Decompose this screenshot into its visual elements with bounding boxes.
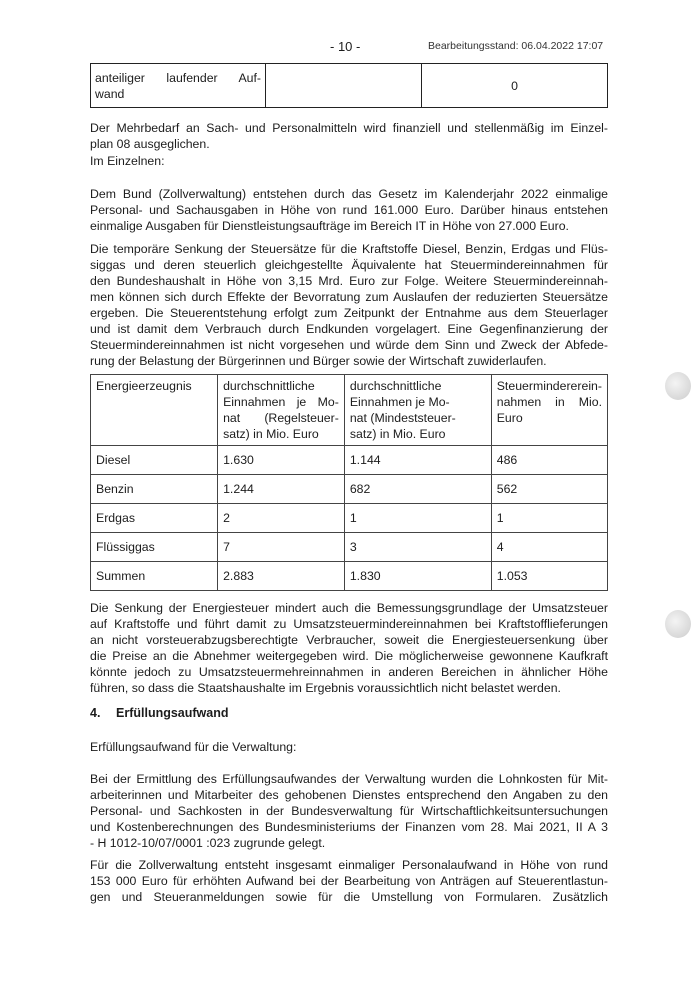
paragraph-umsatzsteuer: Die Senkung der Energiesteuer mindert auch die Bemessungsgrundlage der Umsatzsteuer auf Kraftstoffe und führt damit zu Umsatzsteuermindereinnahmen bei Kraftstofflieferungen an nicht vorsteuerabzugsberechtigte Verbraucher, soweit die Energiesteuersenkung über die Preise an die Abnehmer weitergegeben wird. Die möglicherweise gewonnene Kaufkraft könnte jedoch zu Umsatzsteuermehreinnahmen in anderen Bereichen in ähnlicher Höhe führen, so dass die Staatshaushalte im Ergebnis voraussichtlich nicht belastet werden.: [90, 601, 608, 695]
table-row: [91, 475, 608, 504]
table-row: [91, 446, 608, 475]
paragraph-verwaltung-intro: Erfüllungsaufwand für die Verwaltung:: [90, 740, 297, 754]
column-header-energieerzeugnis: Energieerzeugnis: [91, 375, 218, 446]
section-number: 4.: [90, 706, 101, 720]
paragraph-im-einzelnen: Im Einzelnen:: [90, 154, 165, 168]
cost-value-cell: 0: [422, 64, 608, 108]
table-cell: 486: [491, 446, 607, 475]
table-cell: 1.830: [344, 562, 491, 591]
paragraph-steuersenkung: Die temporäre Senkung der Steuersätze für die Kraftstoffe Diesel, Benzin, Erdgas und Flüs- siggas und deren steuerlich gleichgestellte Äquivalente hat Steuermindereinnahmen für den Bundeshaushalt in Höhe von 3,15 Mrd. Euro zur Folge. Weitere Steuermindereinnah- men können sich durch Effekte der Bevorratung zum Auslaufen der reduzierten Steuersätze ergeben. Die Steuerentstehung erfolgt zum Zeitpunkt der Entnahme aus dem Steuerlager und ist damit dem Verbrauch durch Endkunden vorgelagert. Eine Gegenfinanzierung der Steuermindereinnahmen ist nicht vorgesehen und würde dem Sinn und Zweck der Abfede- rung der Belastung der Bürgerinnen und Bürger sowie der Wirtschaft zuwiderlaufen.: [90, 242, 608, 368]
table-cell: 3: [344, 533, 491, 562]
table-cell: Flüssiggas: [91, 533, 218, 562]
paragraph-zollverwaltung: Für die Zollverwaltung entsteht insgesamt einmaliger Personalaufwand in Höhe von rund 153 000 Euro für erhöhten Aufwand bei der Bearbeitung von Anträgen auf Steuerentlastun- gen und Steueranmeldungen sowie für die Umstellung von Formularen. Zusätzlich: [90, 858, 608, 904]
column-header-mindeststeuersatz: durchschnittliche Einnahmen je Mo- nat (Mindeststeuer- satz) in Mio. Euro: [344, 375, 491, 446]
page-number: - 10 -: [330, 39, 361, 54]
table-row: [91, 504, 608, 533]
cost-label-cell: anteiliger laufender Auf- wand: [91, 64, 266, 108]
table-cell: Summen: [91, 562, 218, 591]
table-cell: 7: [218, 533, 345, 562]
revision-timestamp: Bearbeitungsstand: 06.04.2022 17:07: [428, 40, 604, 52]
table-cell: 4: [491, 533, 607, 562]
table-cell: 1: [344, 504, 491, 533]
table-cell: 562: [491, 475, 607, 504]
table-row: [91, 533, 608, 562]
table-cell: 1.053: [491, 562, 607, 591]
table-cell: Benzin: [91, 475, 218, 504]
table-row: [91, 64, 608, 108]
table-cell: 1.630: [218, 446, 345, 475]
punch-hole-mark: [665, 610, 691, 638]
table-cell: 2.883: [218, 562, 345, 591]
table-cell: Erdgas: [91, 504, 218, 533]
paragraph-bund-ausgaben: Dem Bund (Zollverwaltung) entstehen durch das Gesetz im Kalenderjahr 2022 einmalige Personal- und Sachausgaben in Höhe von rund 161.000 Euro. Darüber hinaus entstehen einmalige Ausgaben für Dienstleistungsaufträge im Bereich IT in Höhe von 27.000 Euro.: [90, 187, 608, 233]
table-row-totals: [91, 562, 608, 591]
table-cell: 1.144: [344, 446, 491, 475]
cost-summary-row-table: [90, 63, 608, 108]
page-header: [0, 39, 700, 55]
punch-hole-mark: [665, 372, 691, 400]
table-cell: 682: [344, 475, 491, 504]
column-header-regelsteuersatz: durchschnittliche Einnahmen je Mo- nat (Regelsteuer- satz) in Mio. Euro: [218, 375, 345, 446]
empty-cell: [266, 64, 422, 108]
section-heading: [90, 706, 229, 720]
table-cell: 1.244: [218, 475, 345, 504]
section-title: Erfüllungsaufwand: [116, 706, 229, 720]
table-header-row: [91, 375, 608, 446]
column-header-steuermindereinnahmen: Steuermindererein- nahmen in Mio. Euro: [491, 375, 607, 446]
table-cell: 2: [218, 504, 345, 533]
table-cell: Diesel: [91, 446, 218, 475]
paragraph-ermittlung: Bei der Ermittlung des Erfüllungsaufwandes der Verwaltung wurden die Lohnkosten für Mit- arbeiterinnen und Mitarbeiter des gehobenen Dienstes entsprechend den Angaben zu den Personal- und Sachkosten in der Bundesverwaltung für Wirtschaftlichkeitsuntersuchungen und Kostenberechnungen des Bundesministeriums der Finanzen vom 28. Mai 2021, II A 3 - H 1012-10/07/0001 :023 zugrunde gelegt.: [90, 772, 608, 850]
paragraph-mehrbedarf: Der Mehrbedarf an Sach- und Personalmitteln wird finanziell und stellenmäßig im Einzel- plan 08 ausgeglichen.: [90, 121, 608, 151]
table-cell: 1: [491, 504, 607, 533]
tax-revenue-table: [90, 374, 608, 591]
